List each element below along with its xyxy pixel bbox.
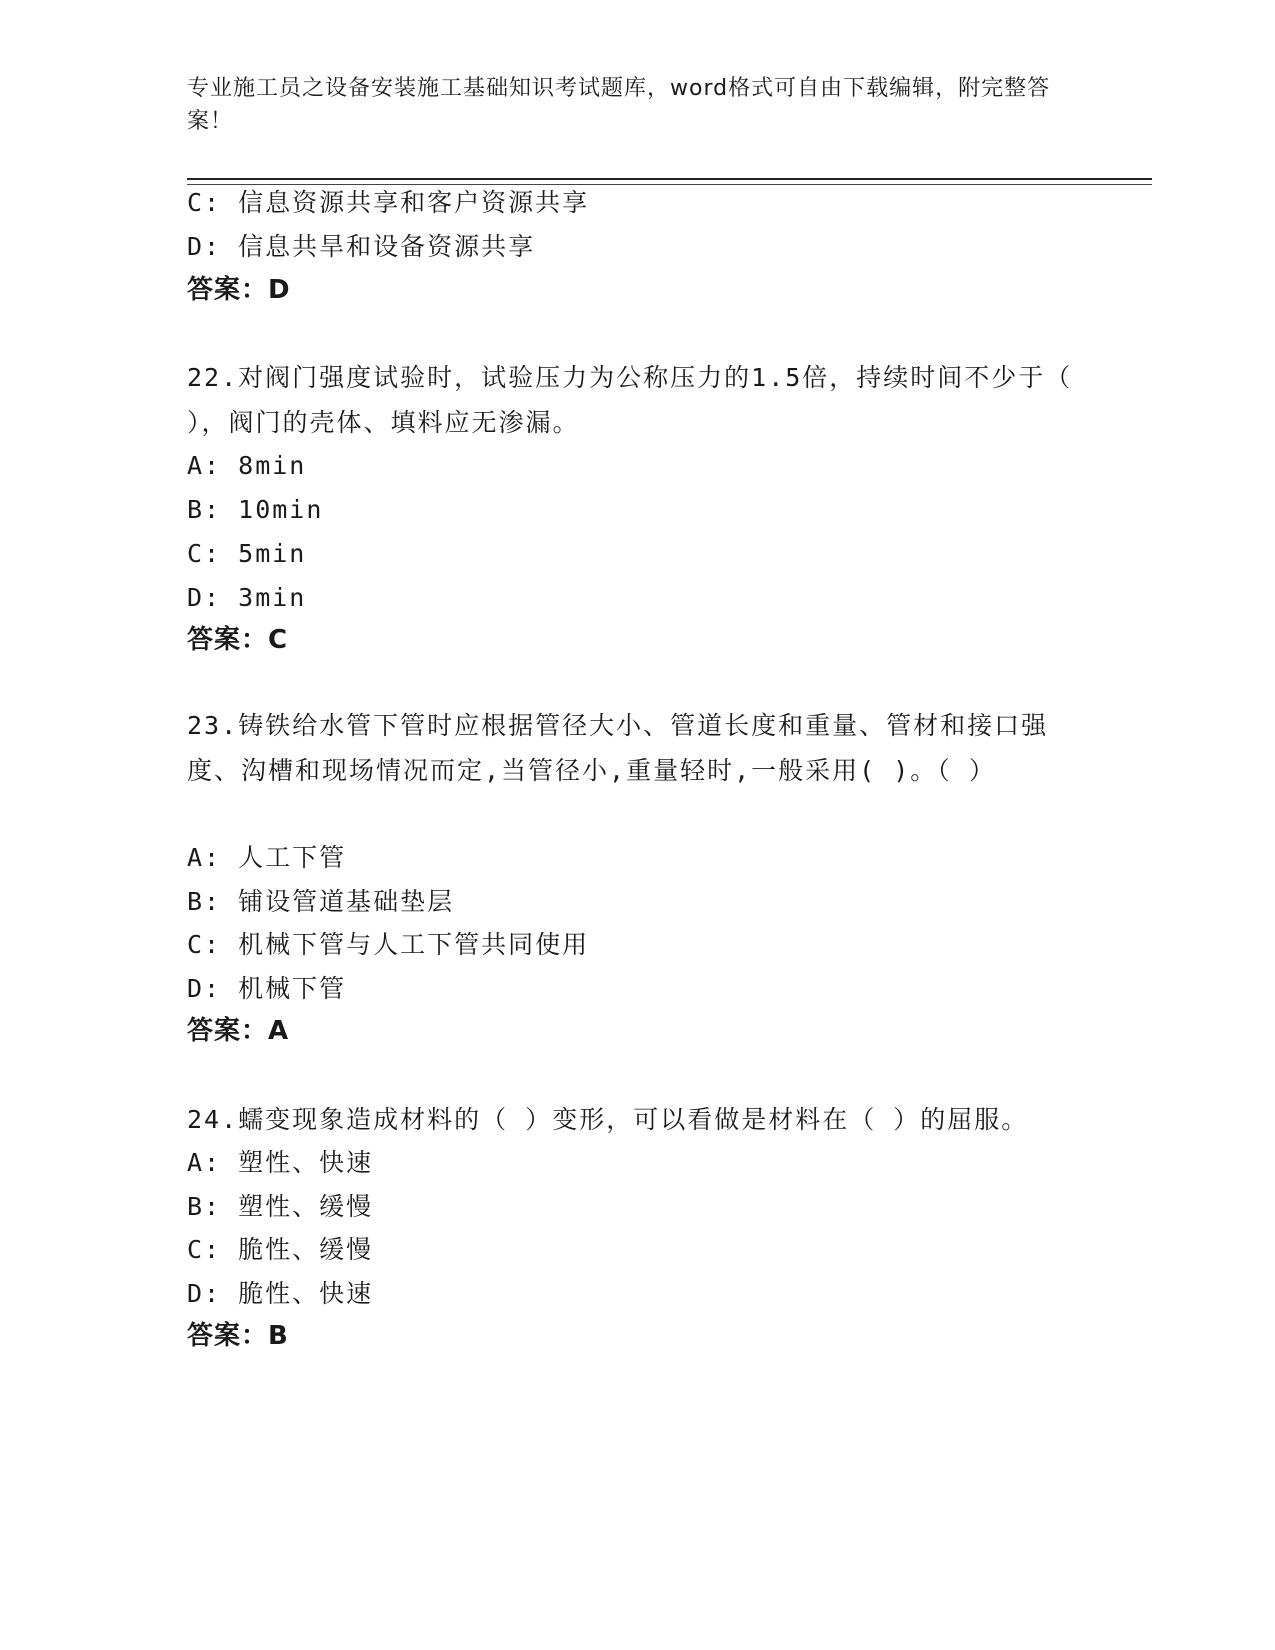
option-c: C: 信息资源共享和客户资源共享 — [187, 188, 590, 217]
question-22-text: 22.对阀门强度试验时，试验压力为公称压力的1.5倍，持续时间不少于（ ），阀门的壳体、填料应无渗漏。 — [187, 363, 1073, 437]
option-c: C: 脆性、缓慢 — [187, 1235, 374, 1264]
option-b: B: 10min — [187, 495, 324, 524]
option-d: D: 3min — [187, 583, 307, 612]
document-header: 专业施工员之设备安装施工基础知识考试题库，word格式可自由下载编辑，附完整答案！ — [187, 76, 1051, 134]
option-a: A: 人工下管 — [187, 843, 347, 872]
question-24-text: 24.蠕变现象造成材料的（ ）变形，可以看做是材料在（ ）的屈服。 — [187, 1105, 1029, 1134]
option-b: B: 铺设管道基础垫层 — [187, 887, 455, 916]
question-23-text: 23.铸铁给水管下管时应根据管径大小、管道长度和重量、管材和接口强度、沟槽和现场情况而定,当管径小,重量轻时,一般采用( )。（ ） — [187, 711, 1049, 785]
option-b: B: 塑性、缓慢 — [187, 1192, 374, 1221]
option-d: D: 机械下管 — [187, 974, 347, 1003]
option-c: C: 机械下管与人工下管共同使用 — [187, 930, 590, 959]
option-d: D: 脆性、快速 — [187, 1279, 374, 1308]
answer: 答案：A — [187, 1016, 290, 1046]
answer: 答案：D — [187, 275, 291, 305]
option-a: A: 8min — [187, 451, 307, 480]
answer: 答案：B — [187, 1321, 289, 1351]
option-c: C: 5min — [187, 539, 307, 568]
option-d: D: 信息共旱和设备资源共享 — [187, 232, 536, 261]
option-a: A: 塑性、快速 — [187, 1148, 374, 1177]
answer: 答案：C — [187, 625, 289, 655]
